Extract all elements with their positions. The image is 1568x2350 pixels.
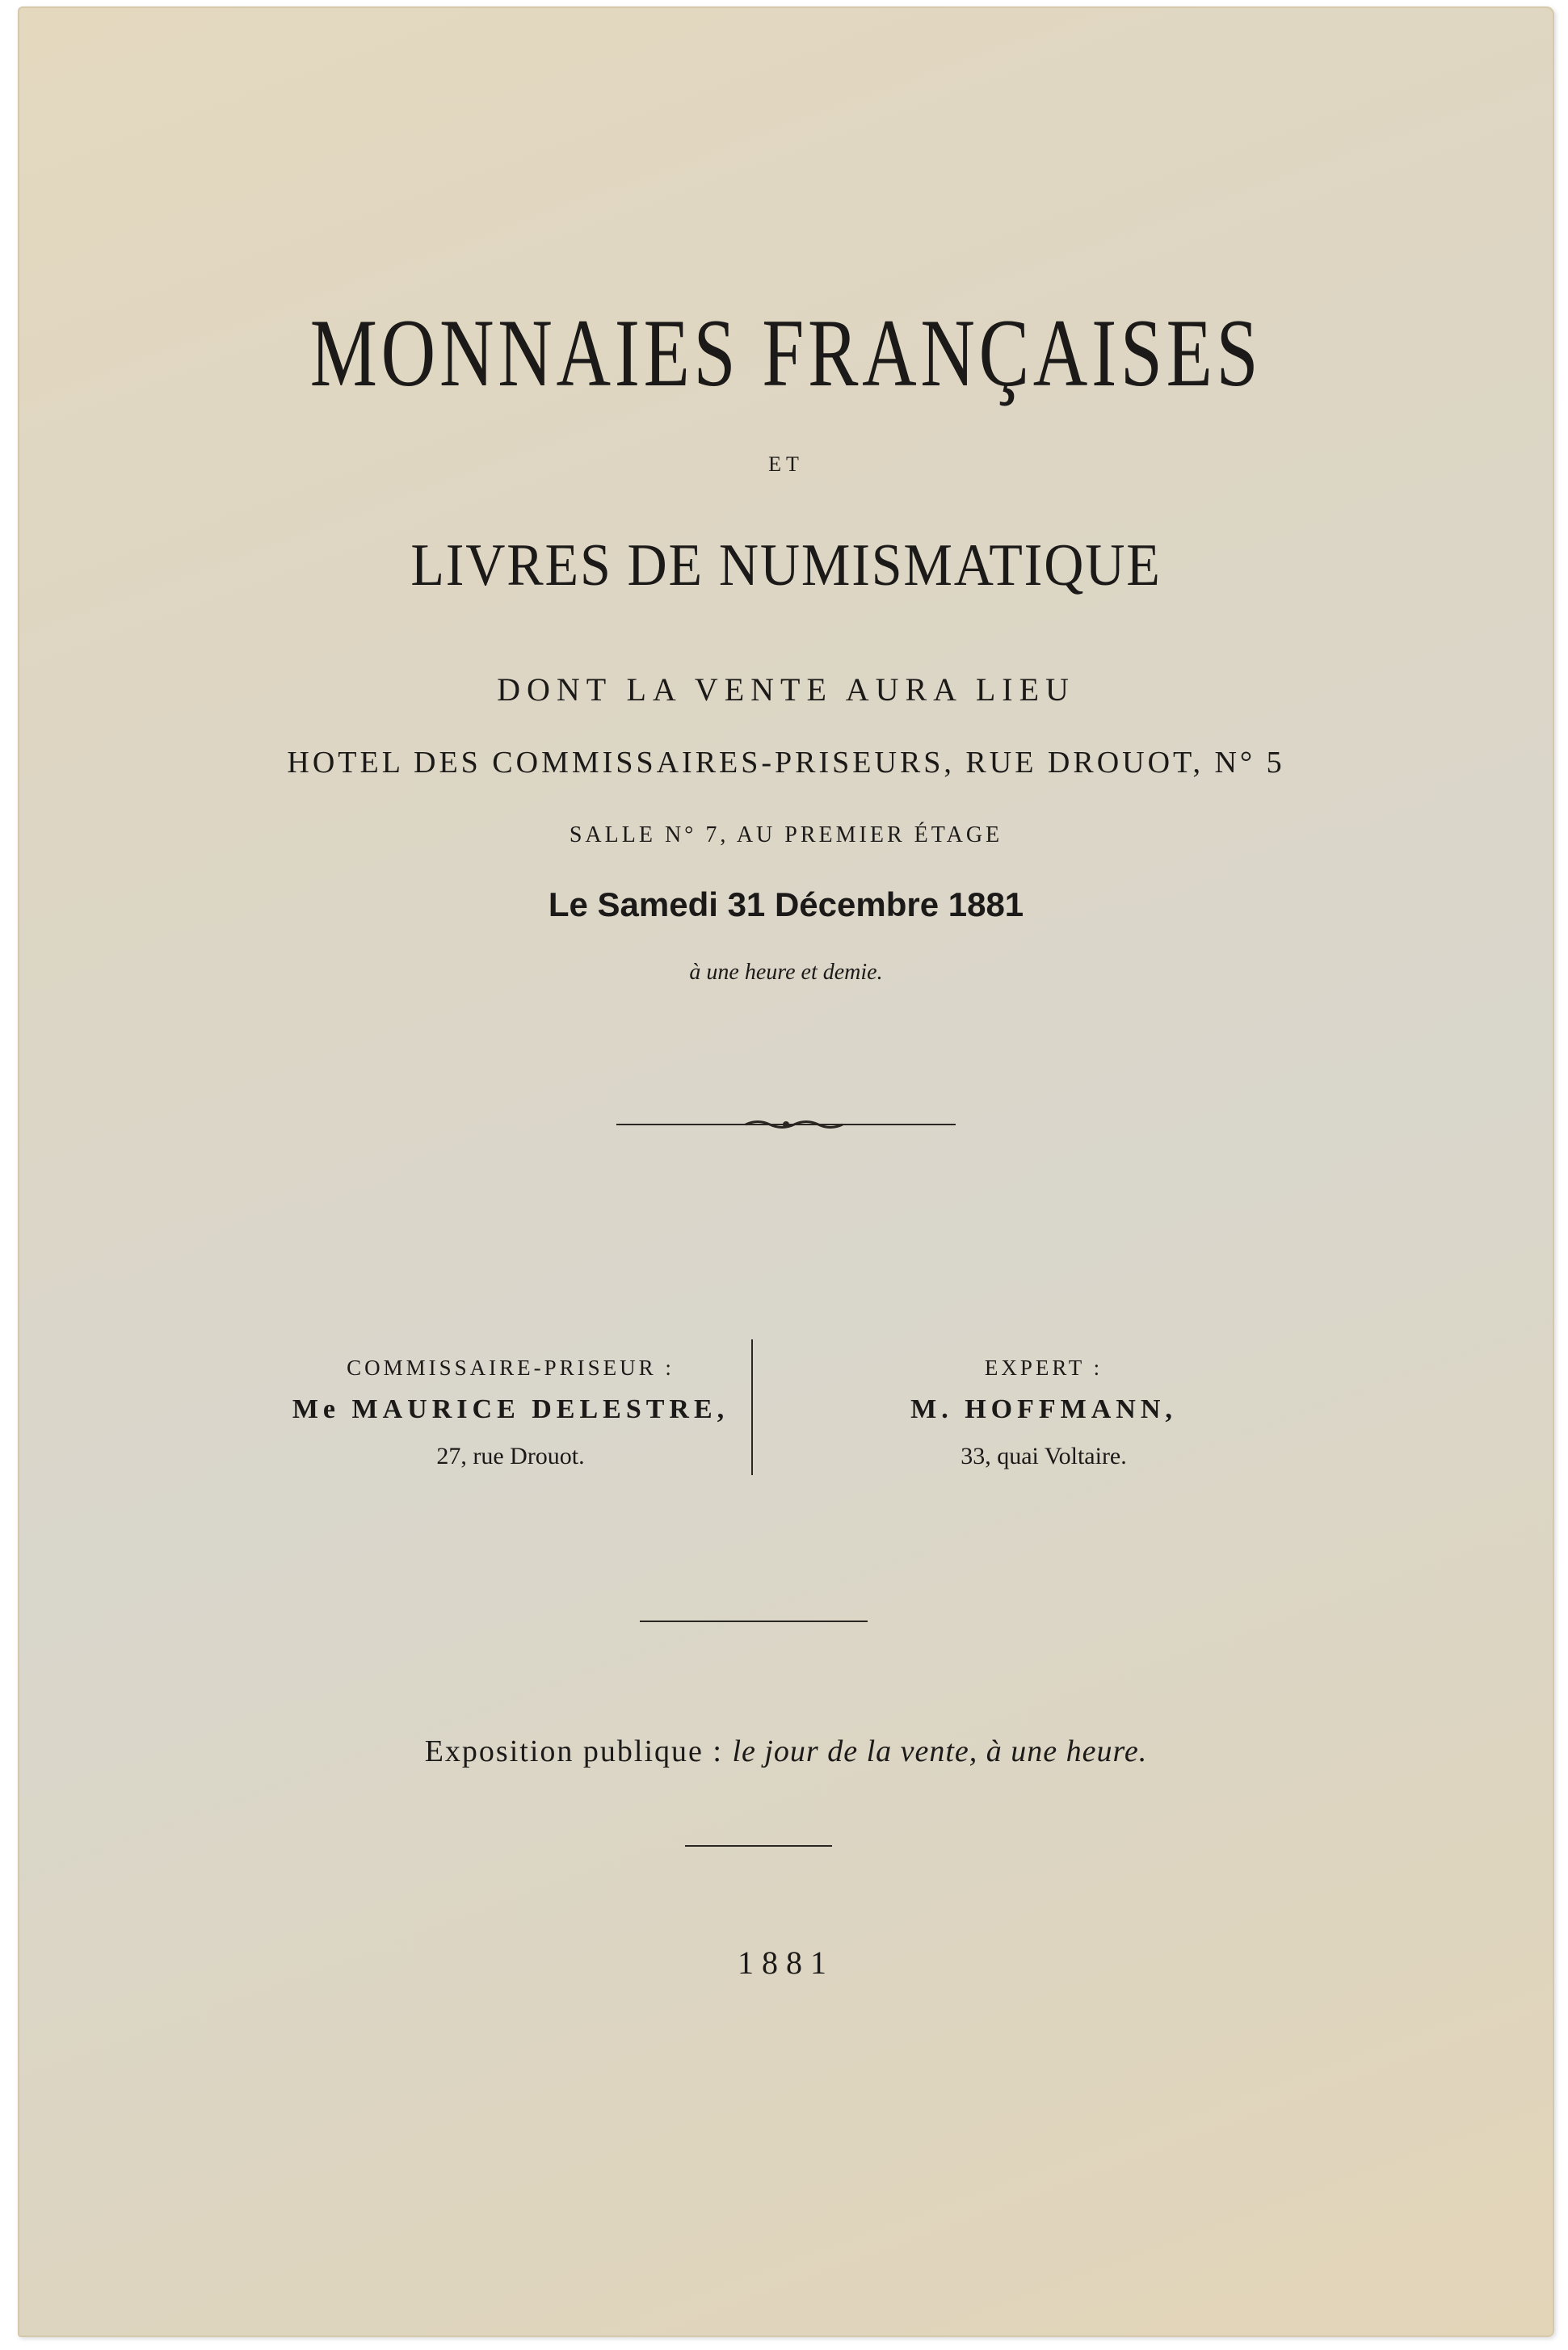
venue: HOTEL DES COMMISSAIRES-PRISEURS, RUE DROUOT, N° 5 — [287, 746, 1285, 780]
sale-date: Le Samedi 31 Décembre 1881 — [548, 885, 1024, 923]
expert-name: M. HOFFMANN, — [910, 1394, 1177, 1424]
divider-rule — [640, 1621, 868, 1622]
expert-label: EXPERT : — [984, 1356, 1103, 1380]
column-divider — [751, 1339, 753, 1475]
cover-subtitle: LIVRES DE NUMISMATIQUE — [410, 532, 1162, 599]
ornamental-divider — [18, 1116, 1554, 1137]
publication-year: 1881 — [738, 1944, 834, 1981]
auctioneer-address: 27, rue Drouot. — [436, 1443, 585, 1469]
auctioneer-label: COMMISSAIRE-PRISEUR : — [347, 1356, 675, 1380]
cover-title: MONNAIES FRANÇAISES — [309, 299, 1263, 406]
conjunction: ET — [768, 452, 804, 476]
exhibition-text: le jour de la vente, à une heure. — [732, 1734, 1148, 1768]
expert-address: 33, quai Voltaire. — [961, 1443, 1127, 1469]
room: SALLE N° 7, AU PREMIER ÉTAGE — [569, 822, 1003, 847]
sale-intro: DONT LA VENTE AURA LIEU — [497, 671, 1075, 708]
auctioneer-name: Me MAURICE DELESTRE, — [292, 1394, 729, 1424]
exhibition-label: Exposition publique : — [424, 1734, 723, 1768]
exhibition-line — [18, 1734, 1554, 1769]
sale-time: à une heure et demie. — [689, 960, 883, 985]
divider-rule-short — [685, 1845, 832, 1847]
catalogue-cover — [18, 6, 1554, 2337]
